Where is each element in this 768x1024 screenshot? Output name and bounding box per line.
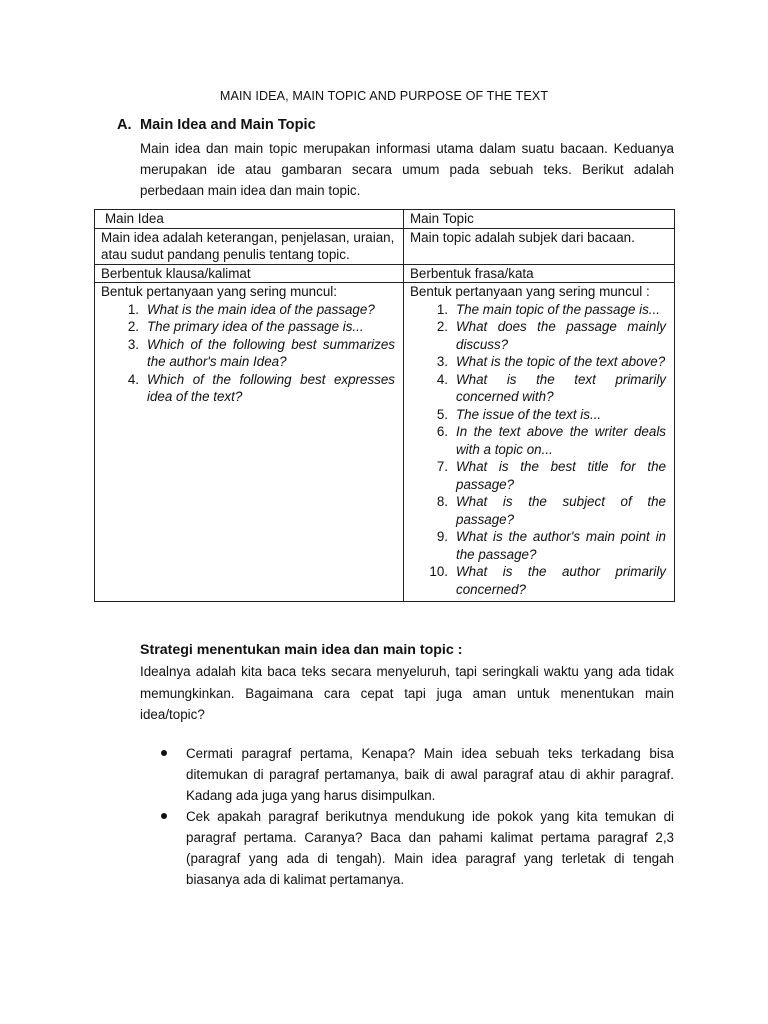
item-text: The primary idea of the passage is... [147, 319, 364, 335]
item-number: 9. [436, 529, 448, 545]
bullet-text: Cek apakah paragraf berikutnya mendukung ide pokok yang kita temukan di paragraf pertama. Caranya? Baca dan pahami kalimat pertama paragraf 2,3 (paragraf yang ada di tengah). Main idea paragraf yang terletak di tengah biasanya ada di kalimat pertamanya. [186, 809, 674, 887]
item-number: 10. [429, 564, 448, 580]
header-main-topic: Main Topic [404, 210, 675, 229]
header-main-idea: Main Idea [95, 210, 404, 229]
form-main-topic: Berbentuk frasa/kata [404, 264, 675, 283]
list-item [410, 528, 666, 563]
item-number: 1. [436, 301, 448, 317]
intro-paragraph: Main idea dan main topic merupakan informasi utama dalam suatu bacaan. Keduanya merupakan ide atau gambaran secara umum pada sebuah teks. Berikut adalah perbedaan main idea dan main topic. [140, 141, 674, 198]
item-text: What is the best title for the passage? [456, 459, 666, 492]
item-text: What is the subject of the passage? [456, 494, 666, 527]
item-text: What is the text primarily concerned with? [456, 371, 666, 405]
item-text: What is the author primarily concerned? [456, 564, 666, 597]
item-number: 6. [436, 424, 448, 440]
comparison-table [94, 209, 675, 602]
strategy-heading: Strategi menentukan main idea dan main topic : [140, 642, 463, 658]
section-heading-text: Main Idea and Main Topic [140, 117, 316, 133]
form-main-idea: Berbentuk klausa/kalimat [95, 264, 404, 283]
item-text: What does the passage mainly discuss? [456, 319, 666, 352]
strategy-paragraph: Idealnya adalah kita baca teks secara menyeluruh, tapi seringkali waktu yang ada tidak memungkinkan. Bagaimana cara cepat tapi juga aman untuk menentukan main idea/topic? [140, 664, 674, 722]
item-number: 7. [436, 459, 448, 475]
questions-main-idea [95, 283, 404, 602]
list-item [101, 371, 395, 406]
definition-main-idea: Main idea adalah keterangan, penjelasan, uraian, atau sudut pandang penulis tentang topic. [95, 228, 404, 264]
item-text: Which of the following best expresses idea of the text? [147, 371, 395, 405]
item-number: 2. [127, 319, 139, 335]
questions-main-topic [404, 283, 675, 602]
list-item [410, 493, 666, 528]
table-row-definition [95, 228, 675, 264]
item-text: In the text above the writer deals with a topic on... [456, 424, 666, 457]
list-item [410, 318, 666, 353]
item-number: 8. [436, 494, 448, 510]
bullet-text: Cermati paragraf pertama, Kenapa? Main idea sebuah teks terkadang bisa ditemukan di paragraf pertamanya, baik di awal paragraf atau di akhir paragraf. Kadang ada juga yang harus disimpulkan. [186, 746, 674, 803]
questions-intro: Bentuk pertanyaan yang sering muncul: [101, 284, 337, 300]
item-text: The issue of the text is... [456, 406, 602, 422]
item-text: What is the author's main point in the passage? [456, 529, 666, 562]
item-number: 4. [436, 371, 448, 387]
section-letter: A. [117, 117, 132, 133]
main-idea-question-list [101, 301, 395, 406]
list-item [410, 371, 666, 406]
questions-intro: Bentuk pertanyaan yang sering muncul : [410, 284, 650, 300]
item-text: What is the topic of the text above? [456, 354, 666, 370]
list-item [140, 806, 674, 890]
list-item [410, 353, 666, 371]
item-number: 1. [127, 301, 139, 317]
list-item [101, 336, 395, 371]
item-text: The main topic of the passage is... [456, 301, 660, 317]
list-item [410, 458, 666, 493]
list-item [410, 406, 666, 424]
item-number: 4. [127, 371, 139, 387]
bullet-icon [140, 743, 186, 806]
table-row-form [95, 264, 675, 283]
bullet-icon [140, 806, 186, 890]
page-title: MAIN IDEA, MAIN TOPIC AND PURPOSE OF THE TEXT [219, 89, 549, 103]
definition-main-topic: Main topic adalah subjek dari bacaan. [404, 228, 675, 264]
item-number: 3. [127, 336, 139, 352]
main-topic-question-list [410, 301, 666, 599]
item-number: 5. [436, 406, 448, 422]
list-item [410, 423, 666, 458]
strategy-bullet-list [140, 743, 674, 890]
table-row-questions [95, 283, 675, 602]
list-item [410, 301, 666, 319]
section-a-heading [117, 117, 316, 133]
item-text: What is the main idea of the passage? [147, 301, 375, 317]
item-number: 3. [436, 354, 448, 370]
list-item [410, 563, 666, 598]
list-item [140, 743, 674, 806]
list-item [101, 318, 395, 336]
item-number: 2. [436, 319, 448, 335]
table-header-row [95, 210, 675, 229]
list-item [101, 301, 395, 319]
item-text: Which of the following best summarizes the author's main Idea? [147, 336, 395, 370]
